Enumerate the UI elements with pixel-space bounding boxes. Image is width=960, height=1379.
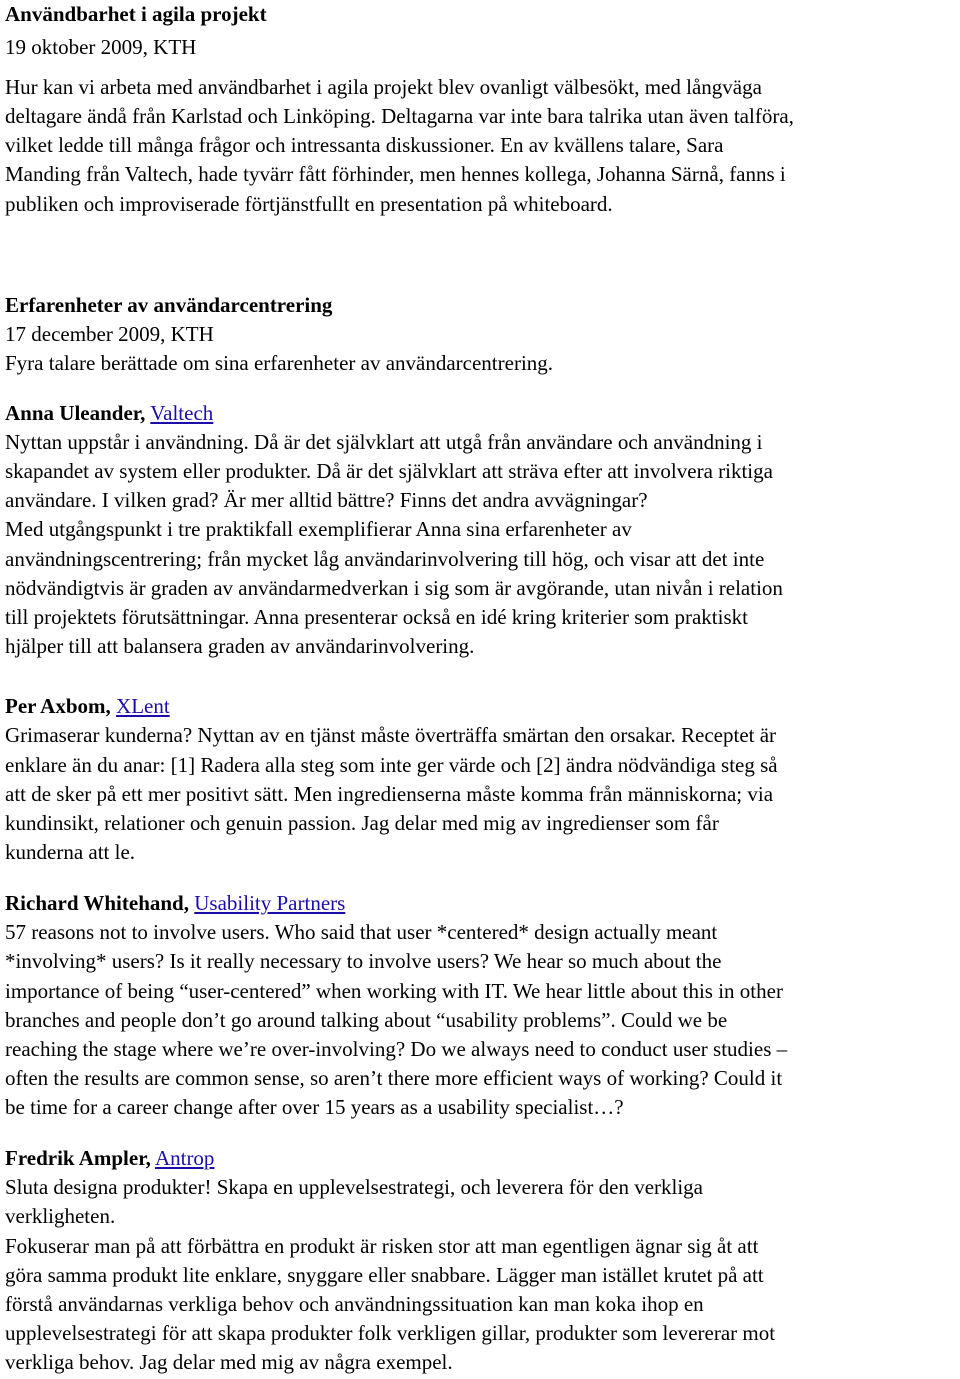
speaker-line: användare. I vilken grad? Är mer alltid bättre? Finns det andra avvägningar?: [5, 488, 648, 512]
speaker-line: kunderna att le.: [5, 840, 136, 864]
speaker-name: Anna Uleander,: [5, 401, 146, 425]
section1-line: Manding från Valtech, hade tyvärr fått förhinder, men hennes kollega, Johanna Särnå, fanns i: [5, 162, 786, 186]
section2-date: 17 december 2009, KTH: [5, 322, 214, 346]
speaker-line: be time for a career change after over 15 years as a usability specialist…?: [5, 1095, 624, 1119]
speaker-line: hjälper till att balansera graden av användarinvolvering.: [5, 634, 475, 658]
section2-title: Erfarenheter av användarcentrering: [5, 293, 333, 317]
company-link[interactable]: Valtech: [150, 401, 214, 425]
speaker-line: branches and people don’t go around talking about “usability problems”. Could we be: [5, 1008, 728, 1032]
speaker-heading: [5, 399, 213, 428]
speaker-line: 57 reasons not to involve users. Who said that user *centered* design actually meant: [5, 920, 718, 944]
speaker-line: nödvändigtvis är graden av användarmedverkan i sig som är avgörande, utan nivån i relation: [5, 576, 783, 600]
speaker-line: förstå användarnas verkliga behov och användningssituation kan man koka ihop en: [5, 1292, 704, 1316]
section2-intro: Fyra talare berättade om sina erfarenheter av användarcentrering.: [5, 351, 554, 375]
section1-line: publiken och improviserade förtjänstfullt en presentation på whiteboard.: [5, 192, 613, 216]
section1-title: Användbarhet i agila projekt: [5, 2, 267, 26]
speaker-line: Fokuserar man på att förbättra en produkt är risken stor att man egentligen ägnar sig åt att: [5, 1234, 759, 1258]
speaker-line: till projektets förutsättningar. Anna presenterar också en idé kring kriterier som praktiskt: [5, 605, 748, 629]
speaker-heading: [5, 889, 345, 918]
speaker-line: Sluta designa produkter! Skapa en upplevelsestrategi, och leverera för den verkliga: [5, 1175, 703, 1199]
speaker-line: Nyttan uppstår i användning. Då är det självklart att utgå från användare och användning i: [5, 430, 763, 454]
section1-line: deltagare ändå från Karlstad och Linköping. Deltagarna var inte bara talrika utan även talföra,: [5, 104, 794, 128]
section1-line: vilket ledde till många frågor och intressanta diskussioner. En av kvällens talare, Sara: [5, 133, 724, 157]
section1-date: 19 oktober 2009, KTH: [5, 35, 197, 59]
speaker-line: verkliga behov. Jag delar med mig av några exempel.: [5, 1350, 453, 1374]
speaker-heading: [5, 692, 170, 721]
speaker-line: Med utgångspunkt i tre praktikfall exemplifierar Anna sina erfarenheter av: [5, 517, 632, 541]
speaker-line: göra samma produkt lite enklare, snyggare eller snabbare. Lägger man istället krutet på att: [5, 1263, 764, 1287]
speaker-line: often the results are common sense, so aren’t there more efficient ways of working? Could it: [5, 1066, 783, 1090]
speaker-name: Richard Whitehand,: [5, 891, 189, 915]
speaker-name: Fredrik Ampler,: [5, 1146, 151, 1170]
section1-line: Hur kan vi arbeta med användbarhet i agila projekt blev ovanligt välbesökt, med långväga: [5, 75, 762, 99]
speaker-line: användningscentrering; från mycket låg användarinvolvering till hög, och visar att det inte: [5, 547, 765, 571]
speaker-line: enklare än du anar: [1] Radera alla steg som inte ger värde och [2] ändra nödvändiga steg så: [5, 753, 778, 777]
company-link[interactable]: Antrop: [154, 1146, 215, 1170]
speaker-line: kundinsikt, relationer och genuin passion. Jag delar med mig av ingredienser som får: [5, 811, 719, 835]
speaker-heading: [5, 1144, 214, 1173]
company-link[interactable]: Usability Partners: [194, 891, 346, 915]
speaker-line: *involving* users? Is it really necessary to involve users? We hear so much about the: [5, 949, 722, 973]
speaker-line: importance of being “user-centered” when working with IT. We hear little about this in other: [5, 979, 783, 1003]
speaker-line: att de sker på ett mer positivt sätt. Men ingredienserna måste komma från människorna; via: [5, 782, 774, 806]
company-link[interactable]: XLent: [116, 694, 170, 718]
speaker-line: upplevelsestrategi för att skapa produkter folk verkligen gillar, produkter som levererar mot: [5, 1321, 776, 1345]
speaker-line: skapandet av system eller produkter. Då är det självklart att sträva efter att involvera riktiga: [5, 459, 773, 483]
speaker-line: reaching the stage where we’re over-involving? Do we always need to conduct user studies –: [5, 1037, 788, 1061]
speaker-name: Per Axbom,: [5, 694, 111, 718]
speaker-line: verkligheten.: [5, 1204, 116, 1228]
speaker-line: Grimaserar kunderna? Nyttan av en tjänst måste överträffa smärtan den orsakar. Receptet är: [5, 723, 777, 747]
